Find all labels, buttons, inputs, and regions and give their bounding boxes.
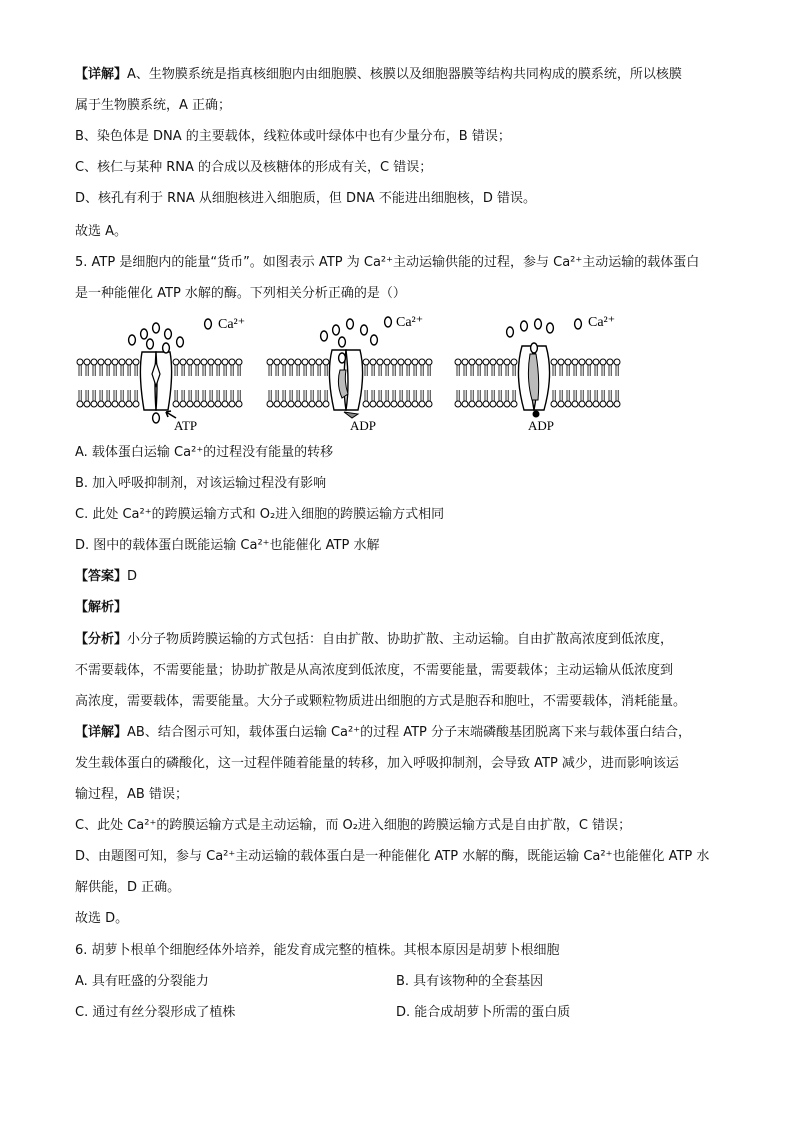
answer-value: D: [127, 569, 138, 584]
analysis-line-5: 发生载体蛋白的磷酸化，这一过程伴随着能量的转移，加入呼吸抑制剂，会导致 ATP 减少，进而影响该运: [75, 756, 679, 771]
explanation-line-5: D、核孔有利于 RNA 从细胞核进入细胞质，但 DNA 不能进出细胞核，D 错误。: [75, 191, 536, 206]
panel-1: [77, 317, 245, 433]
q5-option-a: A. 载体蛋白运输 Ca²⁺的过程没有能量的转移: [75, 445, 334, 460]
line-text: 小分子物质跨膜运输的方式包括：自由扩散、协助扩散、主动运输。自由扩散高浓度到低浓度，: [127, 632, 674, 647]
ion-label-2: Ca²⁺: [396, 315, 424, 330]
q6-option-a: A. 具有旺盛的分裂能力: [75, 974, 209, 989]
analysis-line-4: [75, 723, 691, 743]
carrier-protein-3: [518, 346, 549, 418]
analysis-line-8: D、由题图可知，参与 Ca²⁺主动运输的载体蛋白是一种能催化 ATP 水解的酶，既能运输 Ca²⁺也能催化 ATP 水: [75, 849, 710, 864]
panel-3: [455, 315, 620, 433]
analysis-line-7: C、此处 Ca²⁺的跨膜运输方式是主动运输，而 O₂进入细胞的跨膜运输方式是自由扩散，C 错误；: [75, 818, 632, 833]
answer-tag: 【答案】: [75, 569, 128, 584]
detail-tag: 【详解】: [75, 67, 128, 82]
q5-option-d: D. 图中的载体蛋白既能运输 Ca²⁺也能催化 ATP 水解: [75, 538, 380, 553]
adp-label-2: ADP: [350, 418, 377, 433]
explanation-line-4: C、核仁与某种 RNA 的合成以及核糖体的形成有关，C 错误；: [75, 160, 433, 175]
line-text: A、生物膜系统是指真核细胞内由细胞膜、核膜以及细胞器膜等结构共同构成的膜系统，所以核膜: [127, 67, 682, 82]
ion-label-3: Ca²⁺: [588, 315, 616, 330]
explanation-line-3: B、染色体是 DNA 的主要载体，线粒体或叶绿体中也有少量分布，B 错误；: [75, 129, 511, 144]
panel-2: [267, 315, 432, 433]
adp-label-3: ADP: [528, 418, 555, 433]
answer-line: [75, 567, 137, 587]
carrier-protein-1: [140, 352, 171, 410]
q5-option-b: B. 加入呼吸抑制剂，对该运输过程没有影响: [75, 476, 327, 491]
q5-stem-line-1: 5. ATP 是细胞内的能量“货币”。如图表示 ATP 为 Ca²⁺主动运输供能的过程，参与 Ca²⁺主动运输的载体蛋白: [75, 255, 700, 270]
explanation-line-1: [75, 65, 682, 85]
analysis-line-3: 高浓度，需要载体，需要能量。大分子或颗粒物质进出细胞的方式是胞吞和胞吐，不需要载体，消耗能量。: [75, 694, 687, 709]
q6-option-b: B. 具有该物种的全套基因: [396, 974, 544, 989]
analysis-sub-tag: 【分析】: [75, 632, 128, 647]
detail-tag-2: 【详解】: [75, 725, 128, 740]
analysis-conclusion: 故选 D。: [75, 911, 129, 926]
analysis-line-6: 输过程，AB 错误；: [75, 787, 188, 802]
carrier-protein-2: [329, 350, 362, 418]
q6-stem: 6. 胡萝卜根单个细胞经体外培养，能发育成完整的植株。其根本原因是胡萝卜根细胞: [75, 943, 560, 958]
explanation-line-2: 属于生物膜系统，A 正确；: [75, 98, 232, 113]
ion-label-1: Ca²⁺: [218, 317, 246, 332]
q6-option-d: D. 能合成胡萝卜所需的蛋白质: [396, 1005, 571, 1020]
conclusion-line: 故选 A。: [75, 224, 128, 239]
analysis-line-2: 不需要载体，不需要能量；协助扩散是从高浓度到低浓度，不需要能量，需要载体；主动运输从低浓度到: [75, 663, 674, 678]
q5-stem-line-2: 是一种能催化 ATP 水解的酶。下列相关分析正确的是（）: [75, 286, 406, 301]
q6-option-c: C. 通过有丝分裂形成了植株: [75, 1005, 236, 1020]
analysis-tag: 【解析】: [75, 600, 128, 615]
line-text: AB、结合图示可知，载体蛋白运输 Ca²⁺的过程 ATP 分子末端磷酸基团脱离下来与载体蛋白结合，: [127, 725, 692, 740]
analysis-line-1: [75, 630, 673, 650]
atp-label: ATP: [174, 418, 198, 433]
analysis-line-9: 解供能，D 正确。: [75, 880, 181, 895]
q5-option-c: C. 此处 Ca²⁺的跨膜运输方式和 O₂进入细胞的跨膜运输方式相同: [75, 507, 445, 522]
membrane-transport-figure: [70, 314, 616, 434]
